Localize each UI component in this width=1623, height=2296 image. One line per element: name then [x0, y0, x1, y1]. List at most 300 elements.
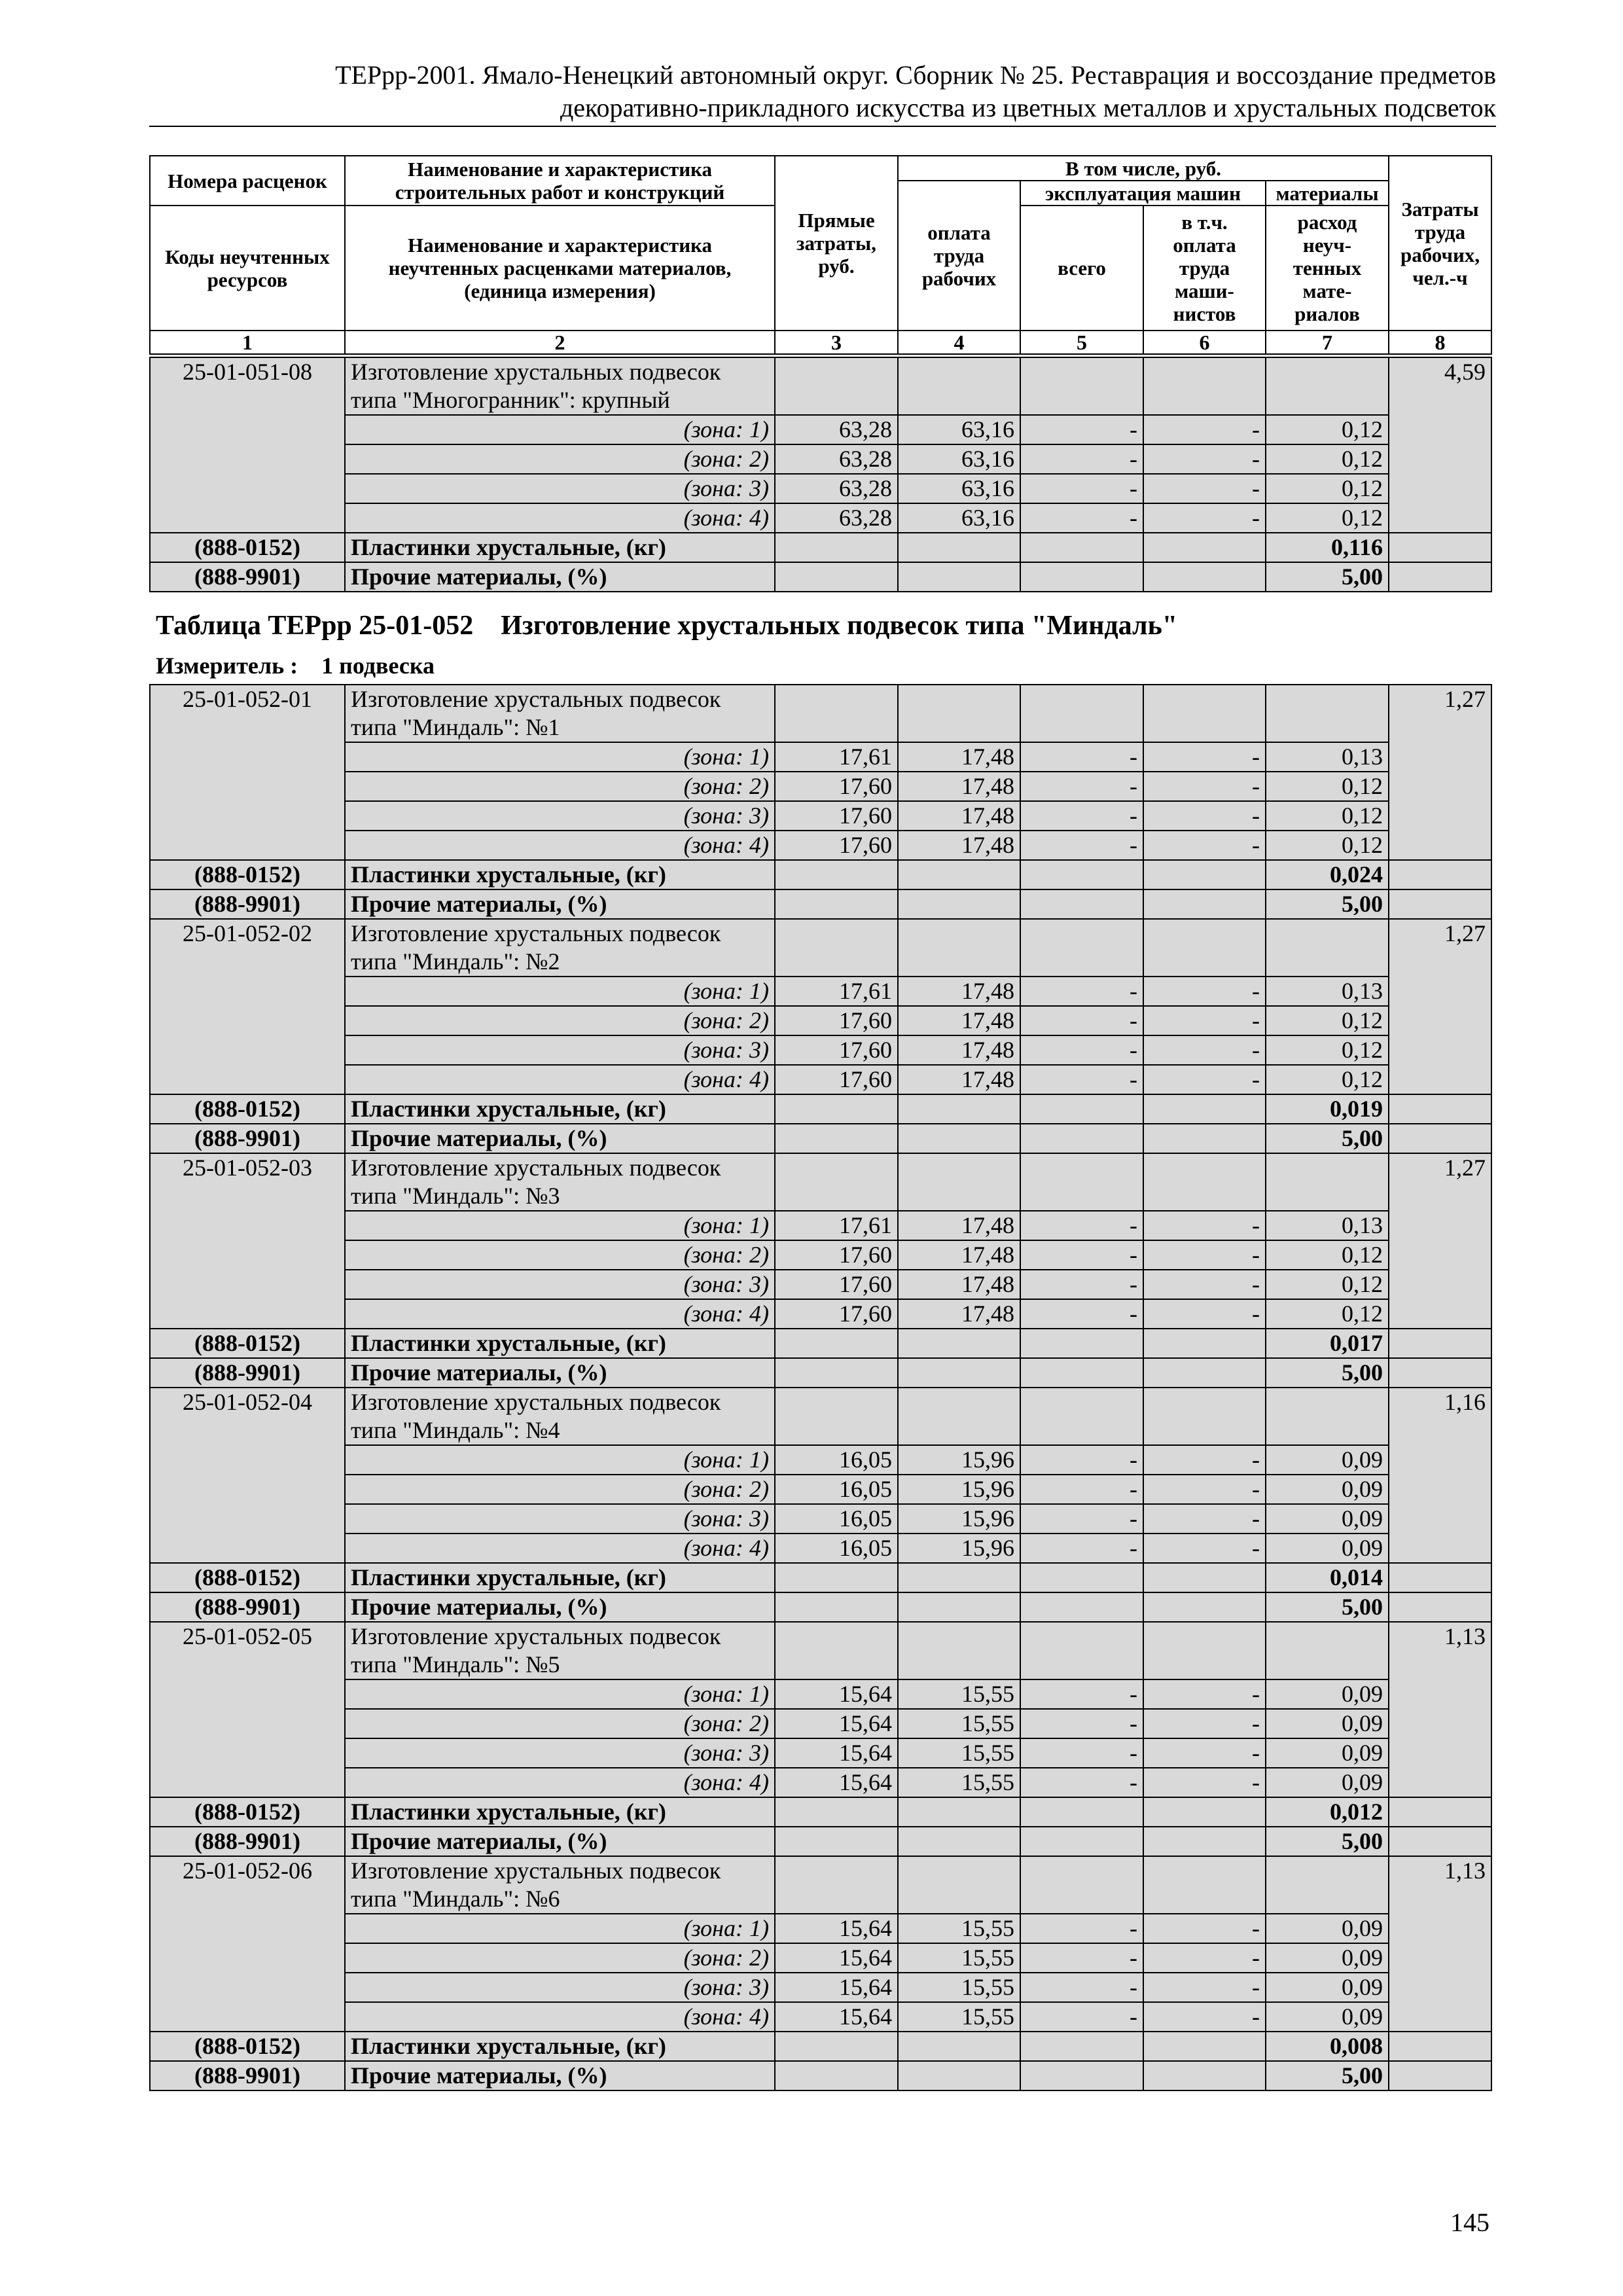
direct-cost: 17,60 [775, 801, 898, 831]
rate-title-row [150, 685, 1491, 742]
machinist-pay: - [1143, 2002, 1266, 2032]
rate-name: Изготовление хрустальных подвесок типа "Миндаль": №5 [345, 1622, 775, 1679]
empty-cell [775, 1856, 898, 1914]
zone-label: (зона: 1) [345, 977, 775, 1006]
labor-cost: 1,16 [1389, 1388, 1491, 1563]
direct-cost: 17,60 [775, 1065, 898, 1094]
zone-label: (зона: 3) [345, 474, 775, 503]
col-number: 1 [150, 331, 345, 354]
direct-cost: 16,05 [775, 1504, 898, 1534]
zone-label: (зона: 2) [345, 1943, 775, 1973]
empty-cell [1020, 1094, 1143, 1124]
zone-row [150, 801, 1491, 831]
empty-cell [1143, 1358, 1266, 1388]
resource-code: (888-9901) [150, 562, 345, 592]
zone-label: (зона: 2) [345, 1240, 775, 1270]
resource-name: Пластинки хрустальные, (кг) [345, 860, 775, 889]
materials-cost: 0,09 [1266, 1768, 1389, 1797]
zone-label: (зона: 2) [345, 1475, 775, 1504]
machine-cost: - [1020, 1299, 1143, 1329]
empty-cell [1266, 1153, 1389, 1211]
resource-name: Прочие материалы, (%) [345, 1592, 775, 1622]
materials-cost: 0,12 [1266, 772, 1389, 801]
empty-cell [1143, 1622, 1266, 1679]
rate-title-row [150, 1856, 1491, 1914]
worker-pay: 17,48 [898, 1065, 1020, 1094]
resource-code: (888-0152) [150, 860, 345, 889]
worker-pay: 15,55 [898, 1973, 1020, 2002]
zone-label: (зона: 1) [345, 742, 775, 772]
zone-label: (зона: 3) [345, 1504, 775, 1534]
machine-cost: - [1020, 503, 1143, 533]
materials-cost: 0,12 [1266, 1240, 1389, 1270]
empty-cell [1143, 889, 1266, 919]
machine-cost: - [1020, 1270, 1143, 1299]
rate-title-row [150, 1153, 1491, 1211]
zone-label: (зона: 4) [345, 831, 775, 860]
worker-pay: 63,16 [898, 474, 1020, 503]
machinist-pay: - [1143, 1445, 1266, 1475]
measure-unit: Измеритель : 1 подвеска [156, 653, 435, 679]
labor-cost: 1,27 [1389, 1153, 1491, 1329]
rate-block [150, 1388, 1491, 1622]
th-material-name: Наименование и характеристика неучтенных расценками материалов, (единица измерения) [345, 206, 775, 331]
resource-row [150, 1329, 1491, 1358]
resource-code: (888-0152) [150, 533, 345, 562]
direct-cost: 16,05 [775, 1445, 898, 1475]
direct-cost: 17,60 [775, 831, 898, 860]
empty-cell [1389, 533, 1491, 562]
zone-row [150, 742, 1491, 772]
direct-cost: 16,05 [775, 1534, 898, 1563]
empty-cell [1143, 1592, 1266, 1622]
materials-cost: 0,09 [1266, 1738, 1389, 1768]
machinist-pay: - [1143, 1914, 1266, 1943]
materials-cost: 0,09 [1266, 2002, 1389, 2032]
machinist-pay: - [1143, 1534, 1266, 1563]
zone-row [150, 2002, 1491, 2032]
empty-cell [1266, 685, 1389, 742]
empty-cell [898, 860, 1020, 889]
resource-value: 5,00 [1266, 1827, 1389, 1856]
machine-cost: - [1020, 1035, 1143, 1065]
empty-cell [1389, 1329, 1491, 1358]
rate-name: Изготовление хрустальных подвесок типа "Миндаль": №6 [345, 1856, 775, 1914]
worker-pay: 17,48 [898, 801, 1020, 831]
rate-block [150, 919, 1491, 1153]
empty-cell [1143, 1329, 1266, 1358]
zone-row [150, 831, 1491, 860]
empty-cell [1389, 2032, 1491, 2061]
resource-row [150, 1797, 1491, 1827]
rate-code: 25-01-052-02 [150, 919, 345, 1094]
col-number: 8 [1389, 331, 1491, 354]
resource-value: 0,024 [1266, 860, 1389, 889]
direct-cost: 16,05 [775, 1475, 898, 1504]
zone-row [150, 415, 1491, 444]
direct-cost: 17,60 [775, 772, 898, 801]
resource-value: 0,008 [1266, 2032, 1389, 2061]
zone-row [150, 1534, 1491, 1563]
direct-cost: 15,64 [775, 1768, 898, 1797]
empty-cell [1143, 685, 1266, 742]
machinist-pay: - [1143, 1065, 1266, 1094]
rates-table-almond [149, 684, 1492, 2091]
resource-name: Прочие материалы, (%) [345, 1358, 775, 1388]
zone-row [150, 1475, 1491, 1504]
empty-cell [775, 1622, 898, 1679]
col-number: 7 [1266, 331, 1389, 354]
zone-row [150, 1709, 1491, 1738]
zone-label: (зона: 3) [345, 1270, 775, 1299]
empty-cell [1020, 357, 1143, 415]
empty-cell [1389, 2061, 1491, 2090]
resource-name: Пластинки хрустальные, (кг) [345, 1563, 775, 1592]
header-line-1: ТЕРрр-2001. Ямало-Ненецкий автономный округ. Сборник № 25. Реставрация и воссоздание предметов [335, 60, 1496, 90]
machine-cost: - [1020, 474, 1143, 503]
resource-row [150, 562, 1491, 592]
resource-name: Прочие материалы, (%) [345, 2061, 775, 2090]
resource-value: 0,012 [1266, 1797, 1389, 1827]
machine-cost: - [1020, 1679, 1143, 1709]
zone-row [150, 1973, 1491, 2002]
machine-cost: - [1020, 1240, 1143, 1270]
empty-cell [775, 919, 898, 977]
direct-cost: 15,64 [775, 1943, 898, 1973]
worker-pay: 63,16 [898, 503, 1020, 533]
resource-value: 5,00 [1266, 562, 1389, 592]
col-number: 6 [1143, 331, 1266, 354]
empty-cell [898, 1563, 1020, 1592]
materials-cost: 0,09 [1266, 1914, 1389, 1943]
materials-cost: 0,12 [1266, 415, 1389, 444]
resource-name: Пластинки хрустальные, (кг) [345, 1797, 775, 1827]
machine-cost: - [1020, 1943, 1143, 1973]
th-labor-costs: Затраты труда рабочих, чел.-ч [1389, 156, 1491, 331]
empty-cell [1020, 860, 1143, 889]
zone-row [150, 772, 1491, 801]
empty-cell [1020, 1797, 1143, 1827]
zone-label: (зона: 1) [345, 1211, 775, 1240]
empty-cell [898, 1827, 1020, 1856]
empty-cell [1389, 889, 1491, 919]
machine-cost: - [1020, 1065, 1143, 1094]
labor-cost: 1,13 [1389, 1856, 1491, 2032]
zone-row [150, 1211, 1491, 1240]
materials-cost: 0,13 [1266, 1211, 1389, 1240]
empty-cell [775, 562, 898, 592]
page-header [149, 59, 1496, 124]
worker-pay: 17,48 [898, 742, 1020, 772]
worker-pay: 17,48 [898, 1006, 1020, 1035]
worker-pay: 63,16 [898, 415, 1020, 444]
resource-name: Прочие материалы, (%) [345, 562, 775, 592]
resource-name: Пластинки хрустальные, (кг) [345, 533, 775, 562]
worker-pay: 15,55 [898, 1738, 1020, 1768]
worker-pay: 15,55 [898, 1768, 1020, 1797]
empty-cell [775, 1827, 898, 1856]
machine-cost: - [1020, 1445, 1143, 1475]
resource-row [150, 860, 1491, 889]
empty-cell [775, 1388, 898, 1445]
worker-pay: 17,48 [898, 1240, 1020, 1270]
empty-cell [1389, 1827, 1491, 1856]
empty-cell [898, 1094, 1020, 1124]
worker-pay: 17,48 [898, 977, 1020, 1006]
zone-label: (зона: 3) [345, 801, 775, 831]
machinist-pay: - [1143, 1943, 1266, 1973]
th-material-consumption: расход неуч- тенных мате- риалов [1266, 206, 1389, 331]
worker-pay: 17,48 [898, 772, 1020, 801]
empty-cell [1389, 1797, 1491, 1827]
empty-cell [898, 562, 1020, 592]
materials-cost: 0,12 [1266, 1035, 1389, 1065]
rate-code: 25-01-052-04 [150, 1388, 345, 1563]
machinist-pay: - [1143, 1006, 1266, 1035]
resource-code: (888-0152) [150, 1094, 345, 1124]
zone-row [150, 1914, 1491, 1943]
rate-block [150, 685, 1491, 919]
empty-cell [775, 1153, 898, 1211]
empty-cell [775, 533, 898, 562]
machinist-pay: - [1143, 444, 1266, 474]
machine-cost: - [1020, 1504, 1143, 1534]
rate-code: 25-01-052-06 [150, 1856, 345, 2032]
empty-cell [1020, 1358, 1143, 1388]
empty-cell [1389, 562, 1491, 592]
resource-code: (888-9901) [150, 1124, 345, 1153]
empty-cell [1143, 562, 1266, 592]
zone-row [150, 977, 1491, 1006]
materials-cost: 0,09 [1266, 1973, 1389, 2002]
zone-row [150, 1943, 1491, 1973]
empty-cell [775, 2061, 898, 2090]
machinist-pay: - [1143, 977, 1266, 1006]
zone-label: (зона: 4) [345, 2002, 775, 2032]
resource-row [150, 889, 1491, 919]
zone-label: (зона: 1) [345, 1445, 775, 1475]
empty-cell [1020, 1856, 1143, 1914]
resource-code: (888-9901) [150, 1358, 345, 1388]
direct-cost: 17,61 [775, 1211, 898, 1240]
direct-cost: 17,60 [775, 1006, 898, 1035]
zone-label: (зона: 1) [345, 1679, 775, 1709]
zone-row [150, 444, 1491, 474]
zone-label: (зона: 4) [345, 1299, 775, 1329]
worker-pay: 15,55 [898, 1709, 1020, 1738]
direct-cost: 15,64 [775, 1738, 898, 1768]
resource-name: Пластинки хрустальные, (кг) [345, 1329, 775, 1358]
empty-cell [898, 1856, 1020, 1914]
empty-cell [775, 1094, 898, 1124]
empty-cell [1020, 533, 1143, 562]
direct-cost: 63,28 [775, 474, 898, 503]
empty-cell [1020, 1592, 1143, 1622]
empty-cell [1266, 357, 1389, 415]
empty-cell [1143, 1388, 1266, 1445]
empty-cell [1143, 2061, 1266, 2090]
empty-cell [1020, 685, 1143, 742]
direct-cost: 17,60 [775, 1270, 898, 1299]
empty-cell [775, 860, 898, 889]
worker-pay: 17,48 [898, 1299, 1020, 1329]
col-number: 4 [898, 331, 1020, 354]
resource-name: Прочие материалы, (%) [345, 1124, 775, 1153]
zone-label: (зона: 2) [345, 444, 775, 474]
direct-cost: 15,64 [775, 1973, 898, 2002]
rate-name: Изготовление хрустальных подвесок типа "Миндаль": №2 [345, 919, 775, 977]
empty-cell [775, 1358, 898, 1388]
empty-cell [1020, 889, 1143, 919]
machine-cost: - [1020, 415, 1143, 444]
empty-cell [1266, 1388, 1389, 1445]
empty-cell [1143, 1094, 1266, 1124]
empty-cell [898, 2061, 1020, 2090]
direct-cost: 17,60 [775, 1240, 898, 1270]
th-work-name: Наименование и характеристика строительных работ и конструкций [345, 156, 775, 206]
machine-cost: - [1020, 444, 1143, 474]
resource-row [150, 2061, 1491, 2090]
resource-value: 5,00 [1266, 1124, 1389, 1153]
col-number: 2 [345, 331, 775, 354]
machinist-pay: - [1143, 1299, 1266, 1329]
rate-block [150, 1622, 1491, 1856]
materials-cost: 0,09 [1266, 1504, 1389, 1534]
zone-label: (зона: 2) [345, 1006, 775, 1035]
resource-code: (888-9901) [150, 1592, 345, 1622]
machinist-pay: - [1143, 1211, 1266, 1240]
worker-pay: 15,96 [898, 1534, 1020, 1563]
empty-cell [1143, 1856, 1266, 1914]
zone-row [150, 1679, 1491, 1709]
empty-cell [898, 889, 1020, 919]
zone-label: (зона: 3) [345, 1738, 775, 1768]
empty-cell [775, 889, 898, 919]
th-including: В том числе, руб. [898, 156, 1389, 181]
empty-cell [1020, 2061, 1143, 2090]
machinist-pay: - [1143, 1768, 1266, 1797]
worker-pay: 15,55 [898, 2002, 1020, 2032]
resource-row [150, 1124, 1491, 1153]
zone-row [150, 1240, 1491, 1270]
materials-cost: 0,09 [1266, 1445, 1389, 1475]
machine-cost: - [1020, 1973, 1143, 2002]
worker-pay: 17,48 [898, 1211, 1020, 1240]
table-header [149, 155, 1492, 355]
th-total: всего [1020, 206, 1143, 331]
empty-cell [775, 685, 898, 742]
materials-cost: 0,09 [1266, 1943, 1389, 1973]
resource-value: 0,019 [1266, 1094, 1389, 1124]
direct-cost: 17,61 [775, 977, 898, 1006]
machinist-pay: - [1143, 742, 1266, 772]
empty-cell [1143, 533, 1266, 562]
machine-cost: - [1020, 977, 1143, 1006]
worker-pay: 15,96 [898, 1475, 1020, 1504]
materials-cost: 0,13 [1266, 742, 1389, 772]
machine-cost: - [1020, 1768, 1143, 1797]
machine-cost: - [1020, 742, 1143, 772]
empty-cell [775, 1329, 898, 1358]
machine-cost: - [1020, 1709, 1143, 1738]
machinist-pay: - [1143, 831, 1266, 860]
rate-code: 25-01-052-05 [150, 1622, 345, 1797]
empty-cell [898, 1592, 1020, 1622]
rate-name: Изготовление хрустальных подвесок типа "Миндаль": №3 [345, 1153, 775, 1211]
resource-code: (888-9901) [150, 2061, 345, 2090]
col-number: 5 [1020, 331, 1143, 354]
empty-cell [898, 533, 1020, 562]
resource-value: 5,00 [1266, 1358, 1389, 1388]
zone-row [150, 503, 1491, 533]
resource-row [150, 1592, 1491, 1622]
th-resource-codes: Коды неучтенных ресурсов [150, 206, 345, 331]
empty-cell [1020, 1124, 1143, 1153]
zone-label: (зона: 3) [345, 1973, 775, 2002]
th-materials: материалы [1266, 181, 1389, 206]
worker-pay: 15,55 [898, 1914, 1020, 1943]
machinist-pay: - [1143, 1035, 1266, 1065]
empty-cell [1143, 919, 1266, 977]
rate-title-row [150, 1388, 1491, 1445]
empty-cell [1389, 1358, 1491, 1388]
col-number: 3 [775, 331, 898, 354]
resource-value: 5,00 [1266, 1592, 1389, 1622]
worker-pay: 17,48 [898, 1035, 1020, 1065]
worker-pay: 15,55 [898, 1679, 1020, 1709]
empty-cell [898, 1797, 1020, 1827]
zone-label: (зона: 4) [345, 1065, 775, 1094]
worker-pay: 15,96 [898, 1445, 1020, 1475]
machine-cost: - [1020, 772, 1143, 801]
empty-cell [1266, 919, 1389, 977]
materials-cost: 0,09 [1266, 1475, 1389, 1504]
machinist-pay: - [1143, 801, 1266, 831]
zone-label: (зона: 2) [345, 772, 775, 801]
worker-pay: 17,48 [898, 1270, 1020, 1299]
rate-name: Изготовление хрустальных подвесок типа "Многогранник": крупный [345, 357, 775, 415]
direct-cost: 17,61 [775, 742, 898, 772]
labor-cost: 1,27 [1389, 919, 1491, 1094]
th-machinist-pay: в т.ч. оплата труда маши- нистов [1143, 206, 1266, 331]
zone-row [150, 1445, 1491, 1475]
machinist-pay: - [1143, 474, 1266, 503]
machinist-pay: - [1143, 503, 1266, 533]
materials-cost: 0,12 [1266, 444, 1389, 474]
empty-cell [1143, 1827, 1266, 1856]
empty-cell [1020, 2032, 1143, 2061]
materials-cost: 0,12 [1266, 1065, 1389, 1094]
materials-cost: 0,12 [1266, 503, 1389, 533]
materials-cost: 0,12 [1266, 474, 1389, 503]
empty-cell [898, 1329, 1020, 1358]
machine-cost: - [1020, 1534, 1143, 1563]
empty-cell [1020, 1388, 1143, 1445]
zone-label: (зона: 4) [345, 1768, 775, 1797]
resource-code: (888-0152) [150, 2032, 345, 2061]
zone-row [150, 1738, 1491, 1768]
direct-cost: 15,64 [775, 2002, 898, 2032]
resource-value: 0,116 [1266, 533, 1389, 562]
empty-cell [1143, 1153, 1266, 1211]
zone-row [150, 1299, 1491, 1329]
empty-cell [775, 1563, 898, 1592]
materials-cost: 0,12 [1266, 831, 1389, 860]
empty-cell [898, 1622, 1020, 1679]
empty-cell [898, 685, 1020, 742]
empty-cell [775, 1124, 898, 1153]
materials-cost: 0,09 [1266, 1709, 1389, 1738]
